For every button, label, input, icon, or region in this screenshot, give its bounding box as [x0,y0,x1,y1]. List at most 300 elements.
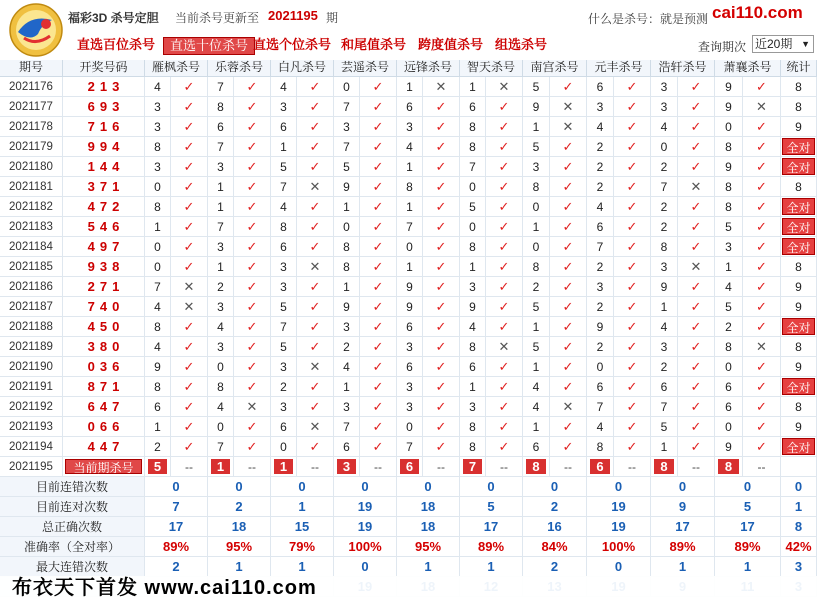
stat-value: 17 [651,517,715,537]
correct-mark-icon: ✓ [678,137,715,157]
kill-number: 2 [271,377,297,397]
stat-value: 0 [145,477,208,497]
correct-mark-icon: ✓ [360,297,397,317]
kill-number: 7 [208,217,234,237]
correct-mark-icon: ✓ [678,97,715,117]
draw-number: 716 [63,117,145,137]
stat-value: 89% [715,537,781,557]
prediction-cell [715,457,743,477]
period-select[interactable] [752,35,814,53]
current-issue-suffix: 期 [326,11,339,25]
total-cell [781,217,817,237]
kill-number: 6 [397,97,423,117]
kill-number: 5 [651,417,678,437]
kill-number: 2 [651,157,678,177]
issue-cell: 2021176 [0,77,63,97]
kill-number: 1 [523,217,550,237]
kill-number: 9 [587,317,614,337]
stat-total: 0 [781,477,817,497]
correct-mark-icon: ✓ [550,317,587,337]
tab-6[interactable]: 组选杀号 [495,37,548,52]
correct-mark-icon: ✓ [423,437,460,457]
correct-mark-icon: ✓ [486,177,523,197]
correct-mark-icon: ✓ [614,157,651,177]
correct-mark-icon: ✓ [360,137,397,157]
correct-mark-icon: ✓ [550,137,587,157]
header-expert-10: 萧襄杀号 [715,57,781,77]
kill-number: 2 [587,137,614,157]
kill-number: 8 [334,237,360,257]
kill-number: 7 [651,177,678,197]
stat-value: 5 [715,497,781,517]
prediction-number: 3 [337,459,356,474]
pending-dash: -- [171,457,208,477]
kill-number: 3 [651,77,678,97]
tab-2[interactable]: 直选十位杀号 [163,37,255,55]
issue-cell: 2021193 [0,417,63,437]
pending-dash: -- [743,457,781,477]
correct-mark-icon: ✓ [171,397,208,417]
total-cell: 9 [781,117,817,137]
wrong-mark-icon: ✕ [171,277,208,297]
stat-label: 最大连错次数 [0,557,145,577]
wrong-mark-icon: ✕ [486,77,523,97]
correct-mark-icon: ✓ [297,217,334,237]
kill-number: 8 [523,177,550,197]
kill-number: 7 [334,137,360,157]
wrong-mark-icon: ✕ [297,177,334,197]
correct-mark-icon: ✓ [360,77,397,97]
tab-4[interactable]: 和尾值杀号 [341,37,407,52]
kill-number: 2 [145,437,171,457]
correct-mark-icon: ✓ [678,217,715,237]
all-correct-badge: 全对 [782,218,815,235]
correct-mark-icon: ✓ [614,177,651,197]
stat-value: 84% [523,537,587,557]
kill-number: 0 [334,217,360,237]
kill-number: 7 [208,77,234,97]
kill-number: 6 [587,217,614,237]
total-cell: 9 [781,417,817,437]
correct-mark-icon: ✓ [171,217,208,237]
correct-mark-icon: ✓ [171,137,208,157]
kill-number: 3 [460,277,486,297]
kill-number: 4 [145,337,171,357]
correct-mark-icon: ✓ [297,277,334,297]
kill-number: 1 [271,137,297,157]
draw-number: 938 [63,257,145,277]
total-cell [781,137,817,157]
correct-mark-icon: ✓ [360,237,397,257]
correct-mark-icon: ✓ [614,217,651,237]
correct-mark-icon: ✓ [234,77,271,97]
kill-number: 0 [208,357,234,377]
kill-number: 0 [145,257,171,277]
correct-mark-icon: ✓ [234,217,271,237]
correct-mark-icon: ✓ [297,437,334,457]
correct-mark-icon: ✓ [614,277,651,297]
correct-mark-icon: ✓ [360,397,397,417]
correct-mark-icon: ✓ [360,217,397,237]
prediction-number: 1 [274,459,293,474]
correct-mark-icon: ✓ [234,157,271,177]
stat-value: 0 [651,477,715,497]
correct-mark-icon: ✓ [743,217,781,237]
stat-value: 18 [397,517,460,537]
issue-cell: 2021185 [0,257,63,277]
chevron-down-icon: ▼ [801,39,810,49]
header-expert-9: 浩轩杀号 [651,57,715,77]
correct-mark-icon: ✓ [234,137,271,157]
correct-mark-icon: ✓ [550,237,587,257]
kill-number: 1 [208,197,234,217]
correct-mark-icon: ✓ [550,277,587,297]
kill-number: 3 [145,97,171,117]
kill-number: 6 [397,357,423,377]
header-expert-4: 芸遥杀号 [334,57,397,77]
correct-mark-icon: ✓ [360,437,397,457]
correct-mark-icon: ✓ [360,157,397,177]
wrong-mark-icon: ✕ [743,97,781,117]
draw-number: 472 [63,197,145,217]
issue-cell: 2021183 [0,217,63,237]
correct-mark-icon: ✓ [423,217,460,237]
correct-mark-icon: ✓ [678,317,715,337]
correct-mark-icon: ✓ [423,297,460,317]
kill-number: 3 [397,397,423,417]
issue-cell: 2021189 [0,337,63,357]
total-cell: 8 [781,257,817,277]
kill-number: 0 [145,177,171,197]
tab-3[interactable]: 直选个位杀号 [253,37,332,52]
kill-number: 5 [271,337,297,357]
tab-5[interactable]: 跨度值杀号 [418,37,484,52]
stat-value: 1 [397,557,460,577]
draw-number: 447 [63,437,145,457]
prediction-cell [460,457,486,477]
correct-mark-icon: ✓ [423,237,460,257]
prediction-number: 7 [463,459,482,474]
kill-number: 0 [208,417,234,437]
kill-number: 3 [208,237,234,257]
kill-number: 7 [587,397,614,417]
kill-number: 9 [715,97,743,117]
kill-number: 4 [587,117,614,137]
kill-number: 8 [208,97,234,117]
correct-mark-icon: ✓ [423,317,460,337]
prediction-number: 1 [211,459,230,474]
kill-number: 7 [208,137,234,157]
correct-mark-icon: ✓ [743,277,781,297]
app-title: 福彩3D 杀号定胆 [68,11,159,25]
stat-total: 42% [781,537,817,557]
kill-number: 3 [651,257,678,277]
prediction-cell [523,457,550,477]
site-brand[interactable]: cai110.com [712,3,803,22]
total-cell: 8 [781,97,817,117]
wrong-mark-icon: ✕ [297,357,334,377]
kill-number: 2 [587,177,614,197]
kill-number: 2 [715,317,743,337]
kill-number: 6 [460,97,486,117]
kill-number: 1 [460,77,486,97]
all-correct-badge: 全对 [782,238,815,255]
correct-mark-icon: ✓ [614,97,651,117]
wrong-mark-icon: ✕ [234,397,271,417]
draw-number: 371 [63,177,145,197]
stat-value: 0 [397,477,460,497]
stat-value: 19 [334,497,397,517]
kill-number: 4 [587,417,614,437]
draw-number: 546 [63,217,145,237]
total-cell [781,317,817,337]
all-correct-badge: 全对 [782,198,815,215]
correct-mark-icon: ✓ [423,397,460,417]
header-issue: 期号 [0,57,63,77]
kill-number: 4 [208,397,234,417]
stat-value: 17 [145,517,208,537]
correct-mark-icon: ✓ [234,297,271,317]
kill-number: 4 [208,317,234,337]
all-correct-badge: 全对 [782,438,815,455]
kill-number: 3 [334,317,360,337]
logo-icon [8,2,64,58]
prediction-number: 8 [526,459,546,474]
correct-mark-icon: ✓ [171,197,208,217]
draw-number: 693 [63,97,145,117]
correct-mark-icon: ✓ [360,257,397,277]
correct-mark-icon: ✓ [297,317,334,337]
stat-value: 9 [651,497,715,517]
kill-number: 6 [397,317,423,337]
kill-number: 8 [651,237,678,257]
kill-number: 3 [651,97,678,117]
stat-label: 目前连错次数 [0,477,145,497]
correct-mark-icon: ✓ [743,197,781,217]
issue-cell: 2021181 [0,177,63,197]
correct-mark-icon: ✓ [234,357,271,377]
correct-mark-icon: ✓ [423,277,460,297]
correct-mark-icon: ✓ [678,157,715,177]
total-cell [781,377,817,397]
issue-cell: 2021188 [0,317,63,337]
pending-dash: -- [423,457,460,477]
issue-cell: 2021186 [0,277,63,297]
kill-number: 6 [715,397,743,417]
wrong-mark-icon: ✕ [171,297,208,317]
prediction-number: 8 [654,459,674,474]
correct-mark-icon: ✓ [423,157,460,177]
correct-mark-icon: ✓ [297,197,334,217]
issue-cell: 2021180 [0,157,63,177]
stat-value: 100% [334,537,397,557]
kill-number: 4 [715,277,743,297]
stat-label: 目前连对次数 [0,497,145,517]
header-expert-3: 白凡杀号 [271,57,334,77]
kill-number: 3 [397,337,423,357]
kill-number: 1 [523,357,550,377]
correct-mark-icon: ✓ [614,117,651,137]
kill-number: 6 [271,117,297,137]
correct-mark-icon: ✓ [360,377,397,397]
kill-number: 0 [460,177,486,197]
stat-value: 19 [587,517,651,537]
prediction-number: 6 [590,459,610,474]
kill-number: 2 [587,157,614,177]
correct-mark-icon: ✓ [678,417,715,437]
kill-number: 8 [145,197,171,217]
kill-number: 7 [334,417,360,437]
correct-mark-icon: ✓ [234,197,271,217]
kill-number: 9 [334,177,360,197]
stat-value: 1 [208,557,271,577]
header-draw: 开奖号码 [63,57,145,77]
kill-number: 8 [460,417,486,437]
correct-mark-icon: ✓ [486,357,523,377]
kill-number: 0 [523,197,550,217]
stat-value: 18 [208,517,271,537]
prediction-cell [651,457,678,477]
correct-mark-icon: ✓ [678,297,715,317]
draw-number: 647 [63,397,145,417]
header-expert-7: 南宫杀号 [523,57,587,77]
correct-mark-icon: ✓ [550,297,587,317]
correct-mark-icon: ✓ [423,137,460,157]
correct-mark-icon: ✓ [678,277,715,297]
kill-number: 8 [715,197,743,217]
stat-value: 0 [334,557,397,577]
correct-mark-icon: ✓ [550,257,587,277]
correct-mark-icon: ✓ [550,417,587,437]
kill-number: 5 [334,157,360,177]
correct-mark-icon: ✓ [297,117,334,137]
correct-mark-icon: ✓ [360,177,397,197]
correct-mark-icon: ✓ [550,157,587,177]
correct-mark-icon: ✓ [486,297,523,317]
correct-mark-icon: ✓ [550,77,587,97]
correct-mark-icon: ✓ [743,137,781,157]
header-expert-2: 乐蓉杀号 [208,57,271,77]
kill-number: 2 [587,257,614,277]
stat-value: 89% [651,537,715,557]
correct-mark-icon: ✓ [614,417,651,437]
correct-mark-icon: ✓ [171,417,208,437]
kill-number: 6 [145,397,171,417]
kill-number: 4 [145,77,171,97]
correct-mark-icon: ✓ [743,317,781,337]
draw-number: 740 [63,297,145,317]
stat-value: 89% [460,537,523,557]
correct-mark-icon: ✓ [743,397,781,417]
kill-number: 6 [271,237,297,257]
correct-mark-icon: ✓ [486,137,523,157]
kill-number: 5 [715,297,743,317]
stat-value: 0 [715,477,781,497]
kill-number: 7 [651,397,678,417]
total-cell: 8 [781,397,817,417]
correct-mark-icon: ✓ [486,257,523,277]
correct-mark-icon: ✓ [678,337,715,357]
wrong-mark-icon: ✕ [550,397,587,417]
correct-mark-icon: ✓ [171,357,208,377]
correct-mark-icon: ✓ [297,157,334,177]
correct-mark-icon: ✓ [743,417,781,437]
correct-mark-icon: ✓ [234,117,271,137]
kill-number: 9 [715,77,743,97]
kill-number: 4 [271,77,297,97]
stat-value: 0 [208,477,271,497]
kill-number: 8 [271,217,297,237]
stat-value: 89% [145,537,208,557]
prediction-cell [334,457,360,477]
kill-number: 5 [271,297,297,317]
kill-number: 7 [145,277,171,297]
issue-cell: 2021192 [0,397,63,417]
correct-mark-icon: ✓ [360,357,397,377]
correct-mark-icon: ✓ [423,417,460,437]
kill-number: 9 [397,277,423,297]
correct-mark-icon: ✓ [234,257,271,277]
what-is-kill-link[interactable]: 什么是杀号：就是预测 [588,12,709,26]
correct-mark-icon: ✓ [678,77,715,97]
kill-number: 8 [460,137,486,157]
prediction-cell [208,457,234,477]
pending-dash: -- [234,457,271,477]
correct-mark-icon: ✓ [614,397,651,417]
issue-cell: 2021190 [0,357,63,377]
correct-mark-icon: ✓ [234,437,271,457]
kill-number: 3 [271,397,297,417]
pending-dash: -- [486,457,523,477]
stat-value: 5 [460,497,523,517]
correct-mark-icon: ✓ [550,197,587,217]
issue-cell: 2021187 [0,297,63,317]
kill-number: 6 [208,117,234,137]
kill-number: 1 [208,177,234,197]
kill-number: 0 [271,437,297,457]
total-cell: 9 [781,357,817,377]
draw-number: 144 [63,157,145,177]
kill-number: 1 [651,437,678,457]
kill-number: 8 [145,377,171,397]
kill-number: 4 [651,317,678,337]
kill-number: 5 [523,297,550,317]
correct-mark-icon: ✓ [614,337,651,357]
wrong-mark-icon: ✕ [743,337,781,357]
issue-cell: 2021178 [0,117,63,137]
stat-value: 15 [271,517,334,537]
correct-mark-icon: ✓ [614,77,651,97]
correct-mark-icon: ✓ [234,417,271,437]
kill-number: 9 [715,157,743,177]
current-kill-button[interactable]: 当前期杀号 [65,459,142,474]
correct-mark-icon: ✓ [486,197,523,217]
total-cell: 8 [781,177,817,197]
stat-value: 0 [587,557,651,577]
kill-number: 0 [715,417,743,437]
kill-number: 3 [271,257,297,277]
wrong-mark-icon: ✕ [550,97,587,117]
correct-mark-icon: ✓ [486,217,523,237]
kill-number: 1 [523,117,550,137]
issue-cell: 2021184 [0,237,63,257]
correct-mark-icon: ✓ [743,377,781,397]
correct-mark-icon: ✓ [743,357,781,377]
correct-mark-icon: ✓ [486,97,523,117]
stat-value: 95% [208,537,271,557]
tab-1[interactable]: 直选百位杀号 [77,37,156,52]
kill-number: 2 [651,217,678,237]
